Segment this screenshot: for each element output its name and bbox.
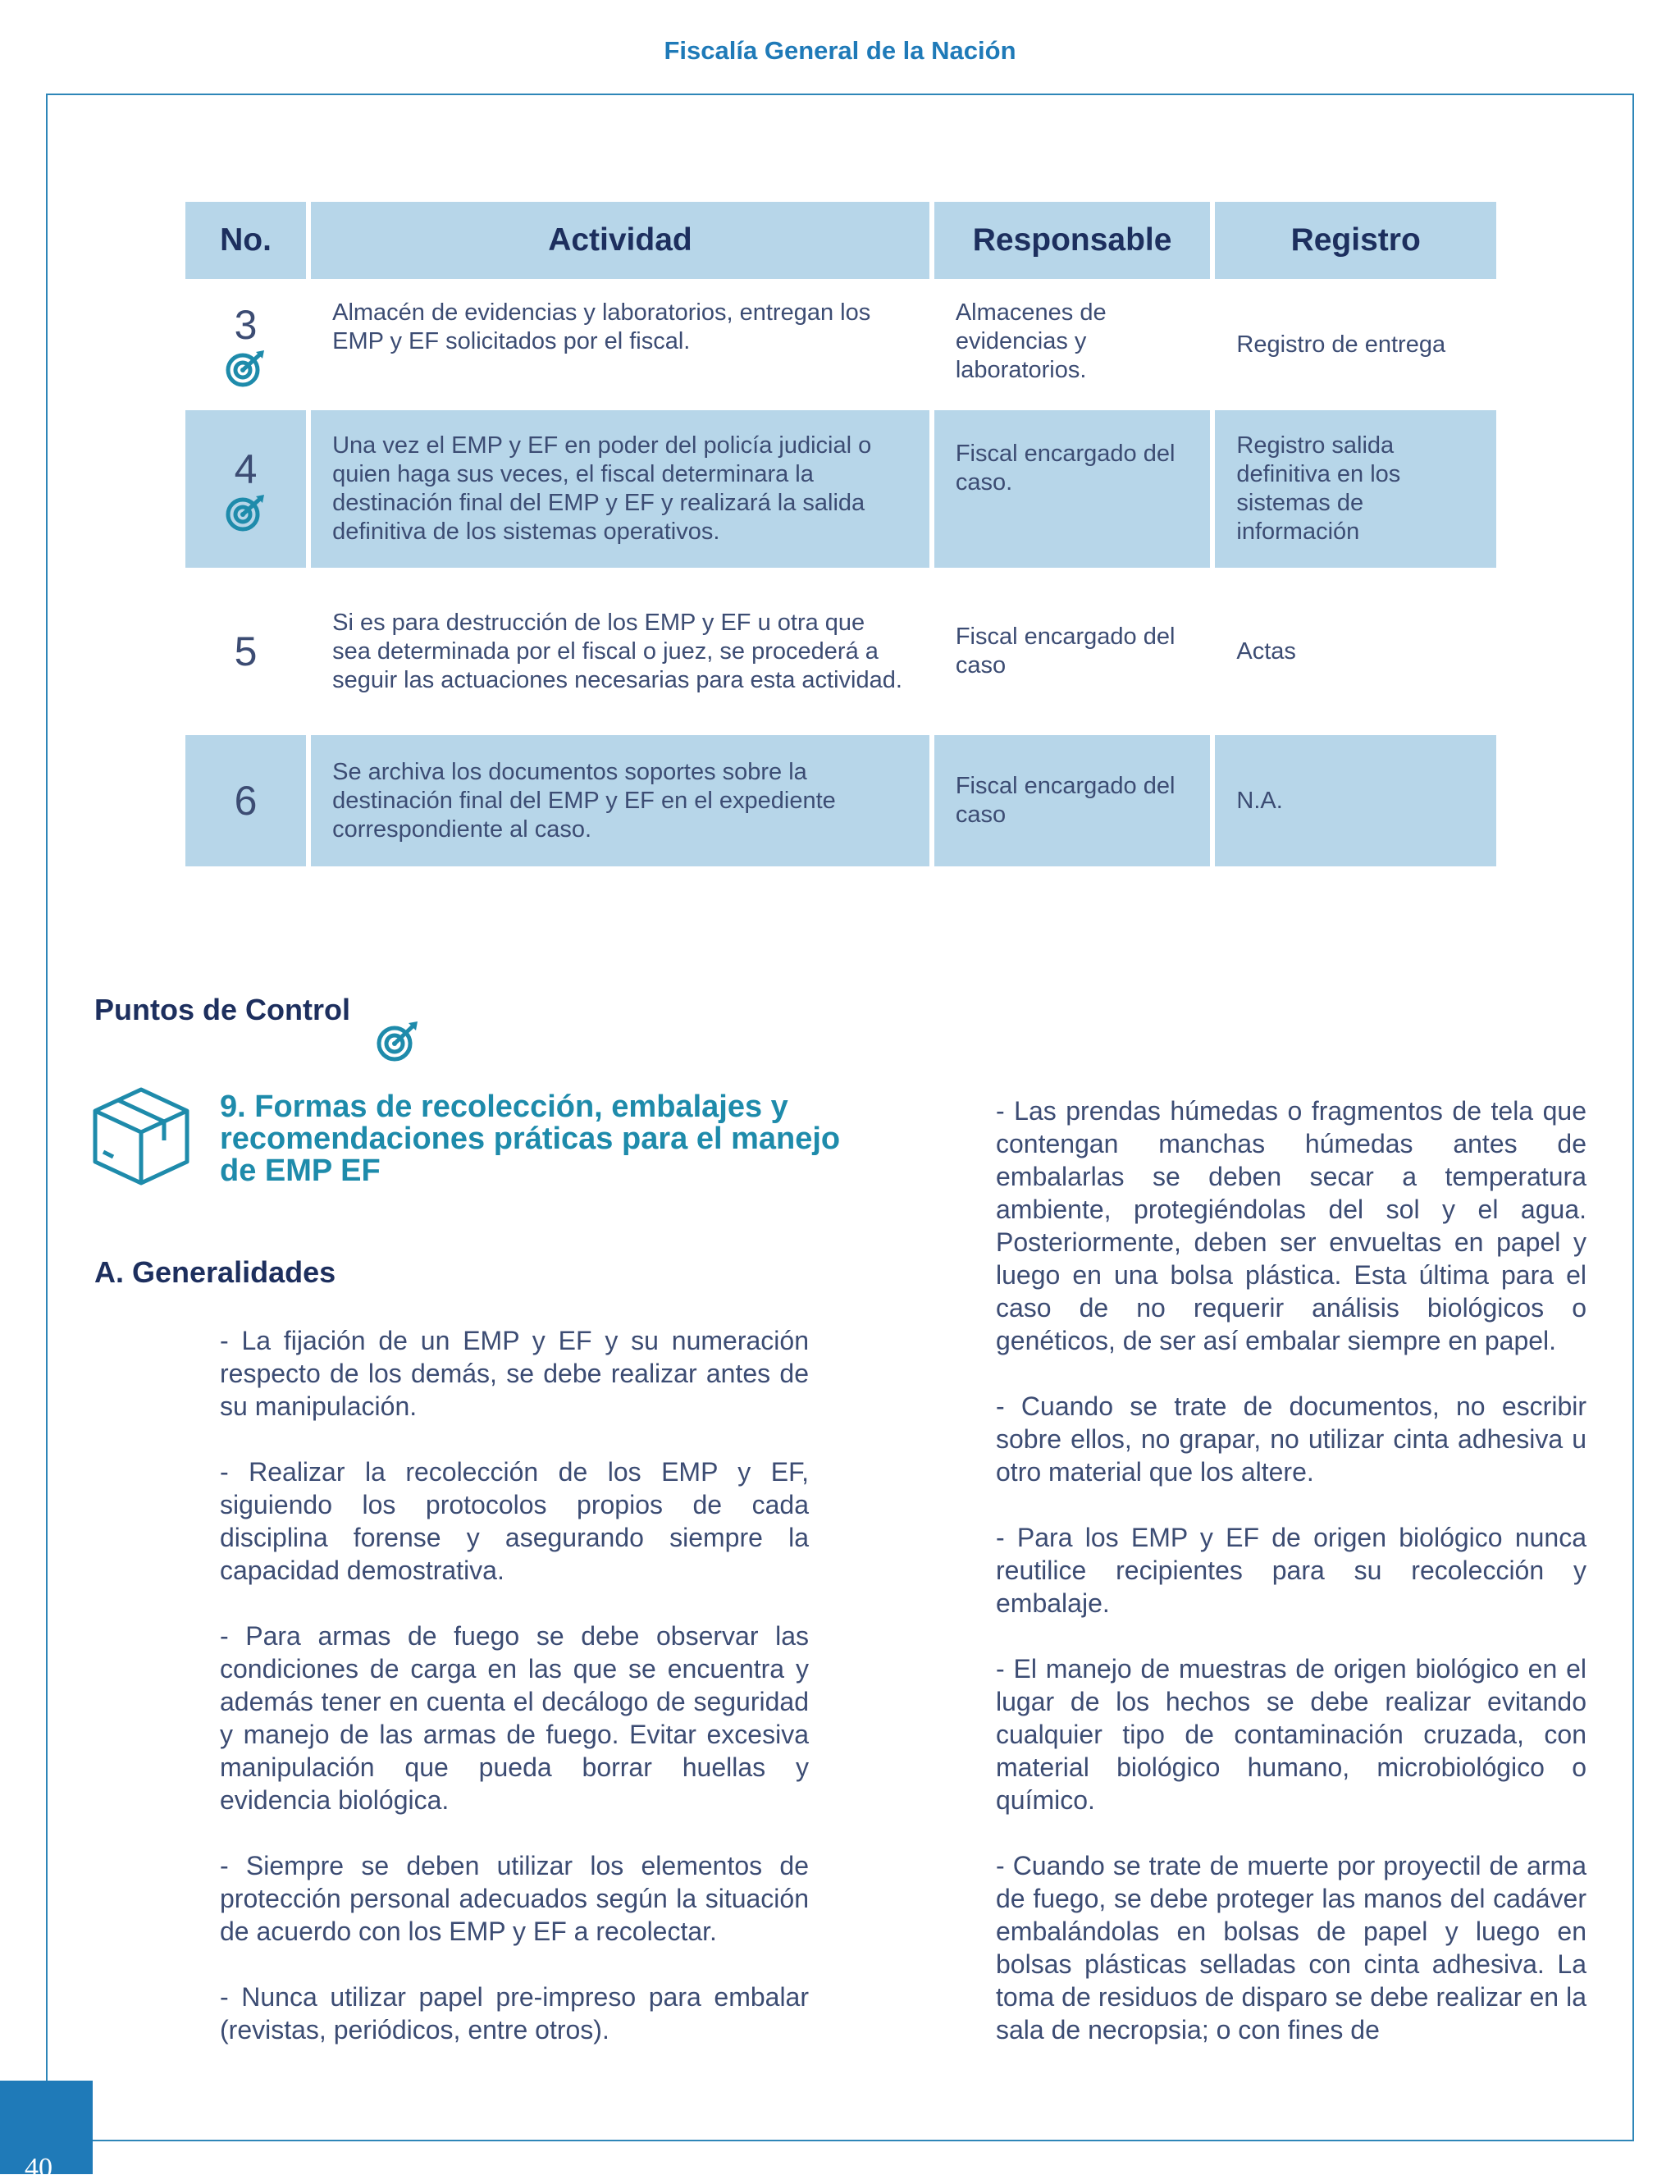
table-row	[185, 735, 1496, 866]
right-text-column	[996, 1094, 1586, 2079]
page-header-title: Fiscalía General de la Nación	[664, 36, 1016, 65]
col-header-responsable: Responsable	[934, 202, 1211, 279]
record-cell: Registro salida definitiva en los sistemas de información	[1215, 410, 1496, 568]
col-header-no: No.	[185, 202, 306, 279]
page-number: 40	[25, 2153, 52, 2183]
row-number-cell	[185, 284, 306, 405]
table-row	[185, 410, 1496, 568]
responsible-cell: Fiscal encargado del caso	[934, 573, 1211, 730]
row-number-cell	[185, 410, 306, 568]
activity-cell: Se archiva los documentos soportes sobre la destinación final del EMP y EF en el expediente correspondiente al caso.	[311, 735, 929, 866]
col-header-registro: Registro	[1215, 202, 1496, 279]
activity-table	[180, 197, 1501, 871]
record-cell: N.A.	[1215, 735, 1496, 866]
box-icon	[92, 1083, 190, 1188]
subsection-title: A. Generalidades	[94, 1255, 336, 1289]
responsible-cell: Fiscal encargado del caso	[934, 735, 1211, 866]
table-header-row	[185, 202, 1496, 279]
col-header-actividad: Actividad	[311, 202, 929, 279]
activity-cell: Si es para destrucción de los EMP y EF u otra que sea determinada por el fiscal o juez, se procederá a seguir las actuaciones necesarias para esta actividad.	[311, 573, 929, 730]
paragraph: - Las prendas húmedas o fragmentos de tela que contengan manchas húmedas antes de embalarlas se deben secar a temperatura ambiente, protegiéndolas del sol y el agua. Posteriormente, deben ser envueltas en papel y luego en una bolsa plástica. Esta última para el caso de no requerir análisis biológicos o genéticos, de ser así embalar siempre en papel.	[996, 1096, 1586, 1355]
paragraph: - Cuando se trate de documentos, no escribir sobre ellos, no grapar, no utilizar cinta adhesiva u otro material que los altere.	[996, 1391, 1586, 1487]
activity-cell: Una vez el EMP y EF en poder del policía judicial o quien haga sus veces, el fiscal determinara la destinación final del EMP y EF y realizará la salida definitiva de los sistemas operativos.	[311, 410, 929, 568]
responsible-cell: Almacenes de evidencias y laboratorios.	[934, 284, 1211, 405]
paragraph: - Realizar la recolección de los EMP y EF, siguiendo los protocolos propios de cada disciplina forense y asegurando siempre la capacidad demostrativa.	[220, 1457, 809, 1585]
row-number-cell	[185, 735, 306, 866]
paragraph: - Nunca utilizar papel pre-impreso para embalar (revistas, periódicos, entre otros).	[220, 1982, 809, 2045]
paragraph: - La fijación de un EMP y EF y su numeración respecto de los demás, se debe realizar antes de su manipulación.	[220, 1326, 809, 1421]
target-icon	[223, 349, 269, 388]
paragraph: - Cuando se trate de muerte por proyectil de arma de fuego, se debe proteger las manos del cadáver embalándolas en bolsas de papel y luego en bolsas plásticas selladas con cinta adhesiva. La toma de residuos de disparo se debe realizar en la sala de necropsia; o con fines de	[996, 1851, 1586, 2045]
paragraph: - Para los EMP y EF de origen biológico nunca reutilice recipientes para su recolección y embalaje.	[996, 1523, 1586, 1618]
row-number: 6	[234, 778, 258, 824]
record-cell: Actas	[1215, 573, 1496, 730]
left-text-column	[220, 1324, 809, 2079]
row-number: 5	[234, 628, 258, 674]
paragraph: - Para armas de fuego se debe observar las condiciones de carga en las que se encuentra y además tener en cuenta el decálogo de seguridad y manejo de las armas de fuego. Evitar excesiva manipulación que pueda borrar huellas y evidencia biológica.	[220, 1621, 809, 1815]
target-icon	[374, 1020, 422, 1062]
row-number-cell	[185, 573, 306, 730]
target-icon	[223, 493, 269, 532]
row-number: 4	[234, 446, 258, 492]
table-row	[185, 573, 1496, 730]
paragraph: - El manejo de muestras de origen biológico en el lugar de los hechos se debe realizar evitando cualquier tipo de contaminación cruzada, con material biológico humano, microbiológico o químico.	[996, 1654, 1586, 1815]
paragraph: - Siempre se deben utilizar los elementos de protección personal adecuados según la situación de acuerdo con los EMP y EF a recolectar.	[220, 1851, 809, 1946]
section-title: 9. Formas de recolección, embalajes y recomendaciones práticas para el manejo de EMP EF	[220, 1090, 841, 1188]
responsible-cell: Fiscal encargado del caso.	[934, 410, 1211, 568]
control-points-label: Puntos de Control	[94, 993, 350, 1026]
table-row	[185, 284, 1496, 405]
activity-cell: Almacén de evidencias y laboratorios, entregan los EMP y EF solicitados por el fiscal.	[311, 284, 929, 405]
record-cell: Registro de entrega	[1215, 284, 1496, 405]
row-number: 3	[234, 302, 258, 348]
